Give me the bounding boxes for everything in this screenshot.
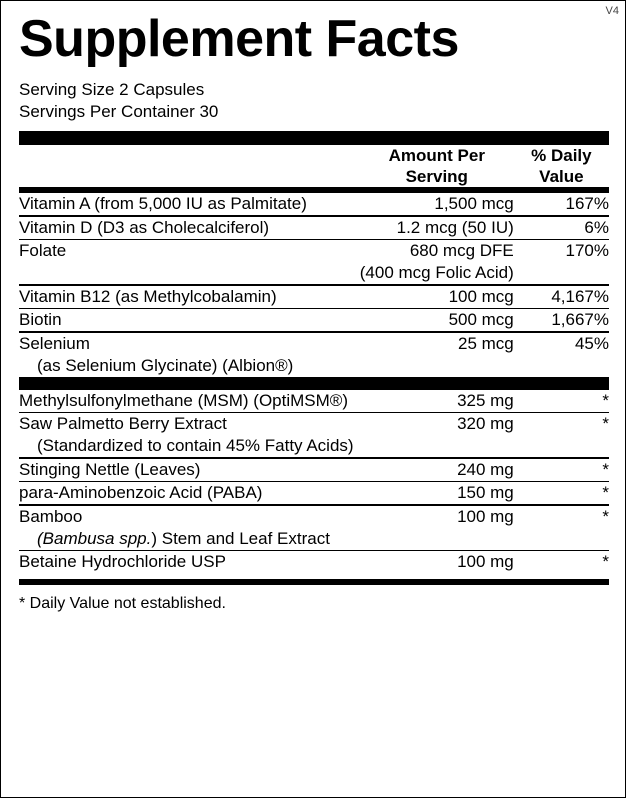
- header-amount: [360, 145, 514, 187]
- nutrient-dv: *: [602, 414, 609, 433]
- nutrient-amount: 150 mg: [457, 483, 514, 502]
- header-daily-value: [514, 145, 609, 187]
- serving-info: [19, 79, 609, 123]
- table-header-row: [19, 145, 609, 187]
- page-title: Supplement Facts: [19, 10, 459, 68]
- nutrient-name: Vitamin D (D3 as Cholecalciferol): [19, 217, 270, 237]
- nutrient-name: Vitamin B12 (as Methylcobalamin): [19, 286, 277, 306]
- header-amount-line1: Amount Per: [388, 146, 485, 165]
- table-row: [19, 551, 609, 573]
- header-dv-line2: Value: [539, 167, 584, 186]
- table-row: [19, 193, 609, 215]
- nutrient-amount: 500 mcg: [448, 310, 514, 329]
- table-row: [19, 217, 609, 239]
- nutrient-dv: 6%: [584, 217, 609, 237]
- nutrient-dv: 45%: [574, 333, 609, 353]
- nutrient-amount: 240 mg: [457, 459, 514, 479]
- nutrient-name: Folate: [19, 241, 67, 260]
- nutrient-amount: 100 mcg: [448, 286, 514, 306]
- header-blank: [19, 145, 360, 187]
- servings-per-container: Servings Per Container 30: [19, 102, 219, 121]
- version-label: V4: [605, 5, 619, 17]
- nutrient-amount: 1,500 mcg: [434, 194, 514, 213]
- nutrient-name-sub-rest: ) Stem and Leaf Extract: [151, 528, 330, 548]
- nutrient-name-sub: (Standardized to contain 45% Fatty Acids): [37, 436, 354, 455]
- nutrient-name-sub: (as Selenium Glycinate) (Albion®): [37, 355, 294, 375]
- nutrient-name-main: Selenium: [19, 333, 90, 353]
- header-dv-line1: % Daily: [531, 146, 592, 165]
- nutrient-name-main: Saw Palmetto Berry Extract: [19, 414, 227, 433]
- nutrient-amount: 325 mg: [457, 390, 514, 410]
- nutrient-name: Vitamin A (from 5,000 IU as Palmitate): [19, 194, 307, 213]
- table-row: [19, 413, 609, 457]
- nutrient-name: [19, 506, 360, 550]
- nutrient-name: para-Aminobenzoic Acid (PABA): [19, 483, 263, 502]
- nutrient-dv: 4,167%: [551, 286, 609, 306]
- table-row: [19, 459, 609, 481]
- nutrient-amount: 100 mg: [457, 552, 514, 571]
- nutrient-dv: *: [602, 390, 609, 410]
- rule-between-sections: [19, 377, 609, 390]
- nutrient-amount: 25 mcg: [458, 333, 514, 353]
- nutrient-name-sub-italic: (Bambusa spp.: [37, 528, 152, 548]
- table-row: [19, 390, 609, 412]
- table-row: [19, 482, 609, 504]
- nutrient-amount-line2: (400 mcg Folic Acid): [359, 263, 514, 282]
- rule-thick-top: [19, 131, 609, 145]
- serving-size: Serving Size 2 Capsules: [19, 80, 205, 99]
- nutrient-name: Betaine Hydrochloride USP: [19, 552, 226, 571]
- nutrient-dv: *: [602, 506, 609, 526]
- nutrient-name: Methylsulfonylmethane (MSM) (OptiMSM®): [19, 390, 348, 410]
- rule-above-footnote: [19, 579, 609, 585]
- nutrient-dv: *: [602, 552, 609, 571]
- nutrient-amount-line1: 680 mcg DFE: [409, 241, 514, 260]
- nutrient-amount: [360, 240, 514, 284]
- nutrient-amount: 320 mg: [457, 414, 514, 433]
- nutrient-name-sub: [19, 528, 360, 550]
- footnote: * Daily Value not established.: [19, 595, 226, 612]
- table-row: [19, 309, 609, 331]
- nutrient-dv: *: [602, 459, 609, 479]
- facts-table: [19, 145, 609, 573]
- table-row: [19, 240, 609, 284]
- nutrient-dv: 1,667%: [551, 310, 609, 329]
- nutrient-name-main: Bamboo: [19, 506, 83, 526]
- nutrient-name: Biotin: [19, 310, 62, 329]
- table-row: [19, 506, 609, 550]
- table-row: [19, 286, 609, 308]
- nutrient-name: [19, 333, 360, 377]
- header-amount-line2: Serving: [405, 167, 468, 186]
- nutrient-amount: 1.2 mcg (50 IU): [396, 217, 514, 237]
- nutrient-dv: *: [602, 483, 609, 502]
- facts-inner: [19, 9, 609, 614]
- nutrient-name: Stinging Nettle (Leaves): [19, 459, 201, 479]
- table-row: [19, 333, 609, 377]
- nutrient-dv: 170%: [565, 241, 609, 260]
- nutrient-dv: 167%: [565, 194, 609, 213]
- nutrient-name: [19, 413, 360, 457]
- nutrient-amount: 100 mg: [457, 506, 514, 526]
